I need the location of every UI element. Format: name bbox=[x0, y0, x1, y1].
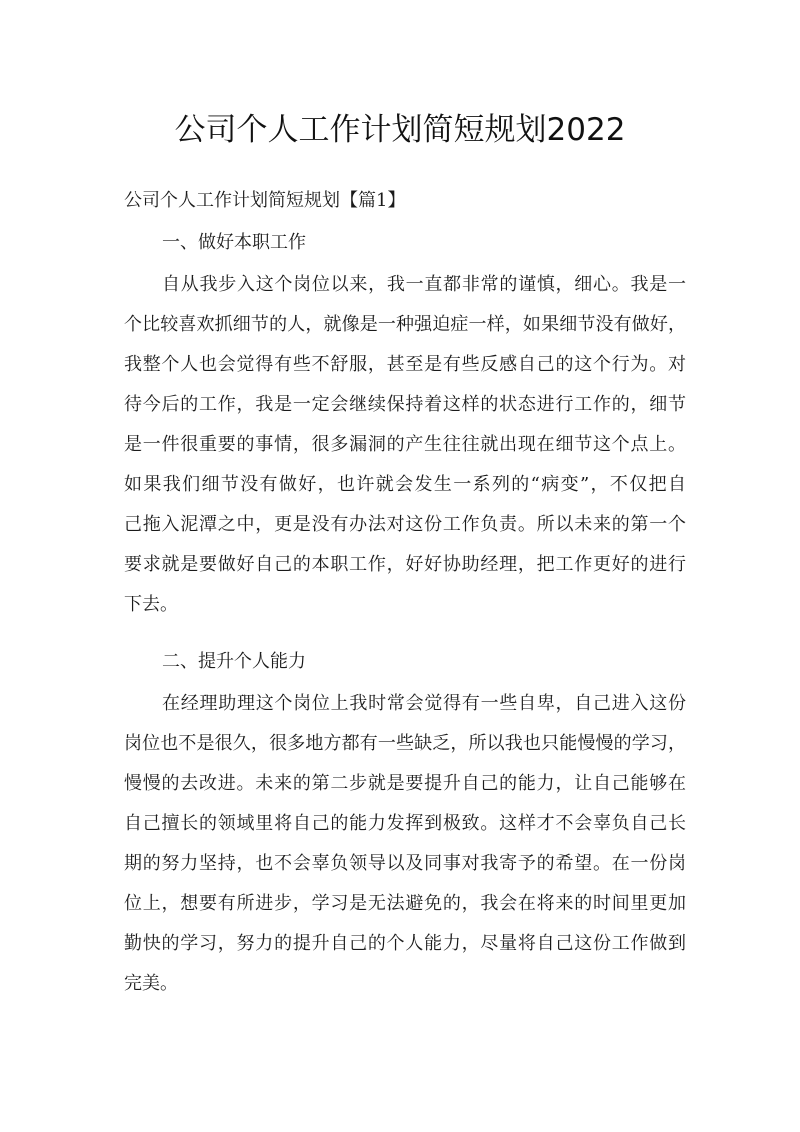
paragraph-line: 慢慢的去改进。未来的第二步就是要提升自己的能力，让自己能够在 bbox=[124, 773, 686, 794]
paragraph-line: 勤快的学习，努力的提升自己的个人能力，尽量将自己这份工作做到 bbox=[124, 933, 686, 954]
paragraph-line: 我整个人也会觉得有些不舒服，甚至是有些反感自己的这个行为。对 bbox=[124, 354, 686, 375]
paragraph-line: 己拖入泥潭之中，更是没有办法对这份工作负责。所以未来的第一个 bbox=[124, 514, 686, 535]
section-heading-1: 一、做好本职工作 bbox=[162, 232, 306, 253]
paragraph-line: 如果我们细节没有做好，也许就会发生一系列的“病变”，不仅把自 bbox=[124, 474, 686, 495]
section-paragraph-2 bbox=[124, 684, 686, 1004]
paragraph-line: 自从我步入这个岗位以来，我一直都非常的谨慎，细心。我是一 bbox=[162, 274, 686, 295]
paragraph-line: 位上，想要有所进步，学习是无法避免的，我会在将来的时间里更加 bbox=[124, 893, 686, 914]
paragraph-line: 岗位也不是很久，很多地方都有一些缺乏，所以我也只能慢慢的学习， bbox=[124, 733, 686, 754]
paragraph-line: 是一件很重要的事情，很多漏洞的产生往往就出现在细节这个点上。 bbox=[124, 434, 686, 455]
paragraph-line: 待今后的工作，我是一定会继续保持着这样的状态进行工作的，细节 bbox=[124, 394, 686, 415]
section-heading-2: 二、提升个人能力 bbox=[162, 651, 306, 672]
paragraph-line: 个比较喜欢抓细节的人，就像是一种强迫症一样，如果细节没有做好， bbox=[124, 314, 686, 335]
paragraph-line: 期的努力坚持，也不会辜负领导以及同事对我寄予的希望。在一份岗 bbox=[124, 853, 686, 874]
paragraph-line: 要求就是要做好自己的本职工作，好好协助经理，把工作更好的进行 bbox=[124, 554, 686, 575]
section-paragraph-1 bbox=[124, 265, 686, 625]
paragraph-line: 在经理助理这个岗位上我时常会觉得有一些自卑，自己进入这份 bbox=[162, 693, 686, 714]
paragraph-line: 自己擅长的领域里将自己的能力发挥到极致。这样才不会辜负自己长 bbox=[124, 813, 686, 834]
paragraph-line: 完美。 bbox=[124, 973, 178, 994]
document-subtitle: 公司个人工作计划简短规划【篇1】 bbox=[124, 190, 406, 211]
paragraph-line: 下去。 bbox=[124, 594, 178, 615]
page-title: 公司个人工作计划简短规划2022 bbox=[174, 112, 626, 148]
